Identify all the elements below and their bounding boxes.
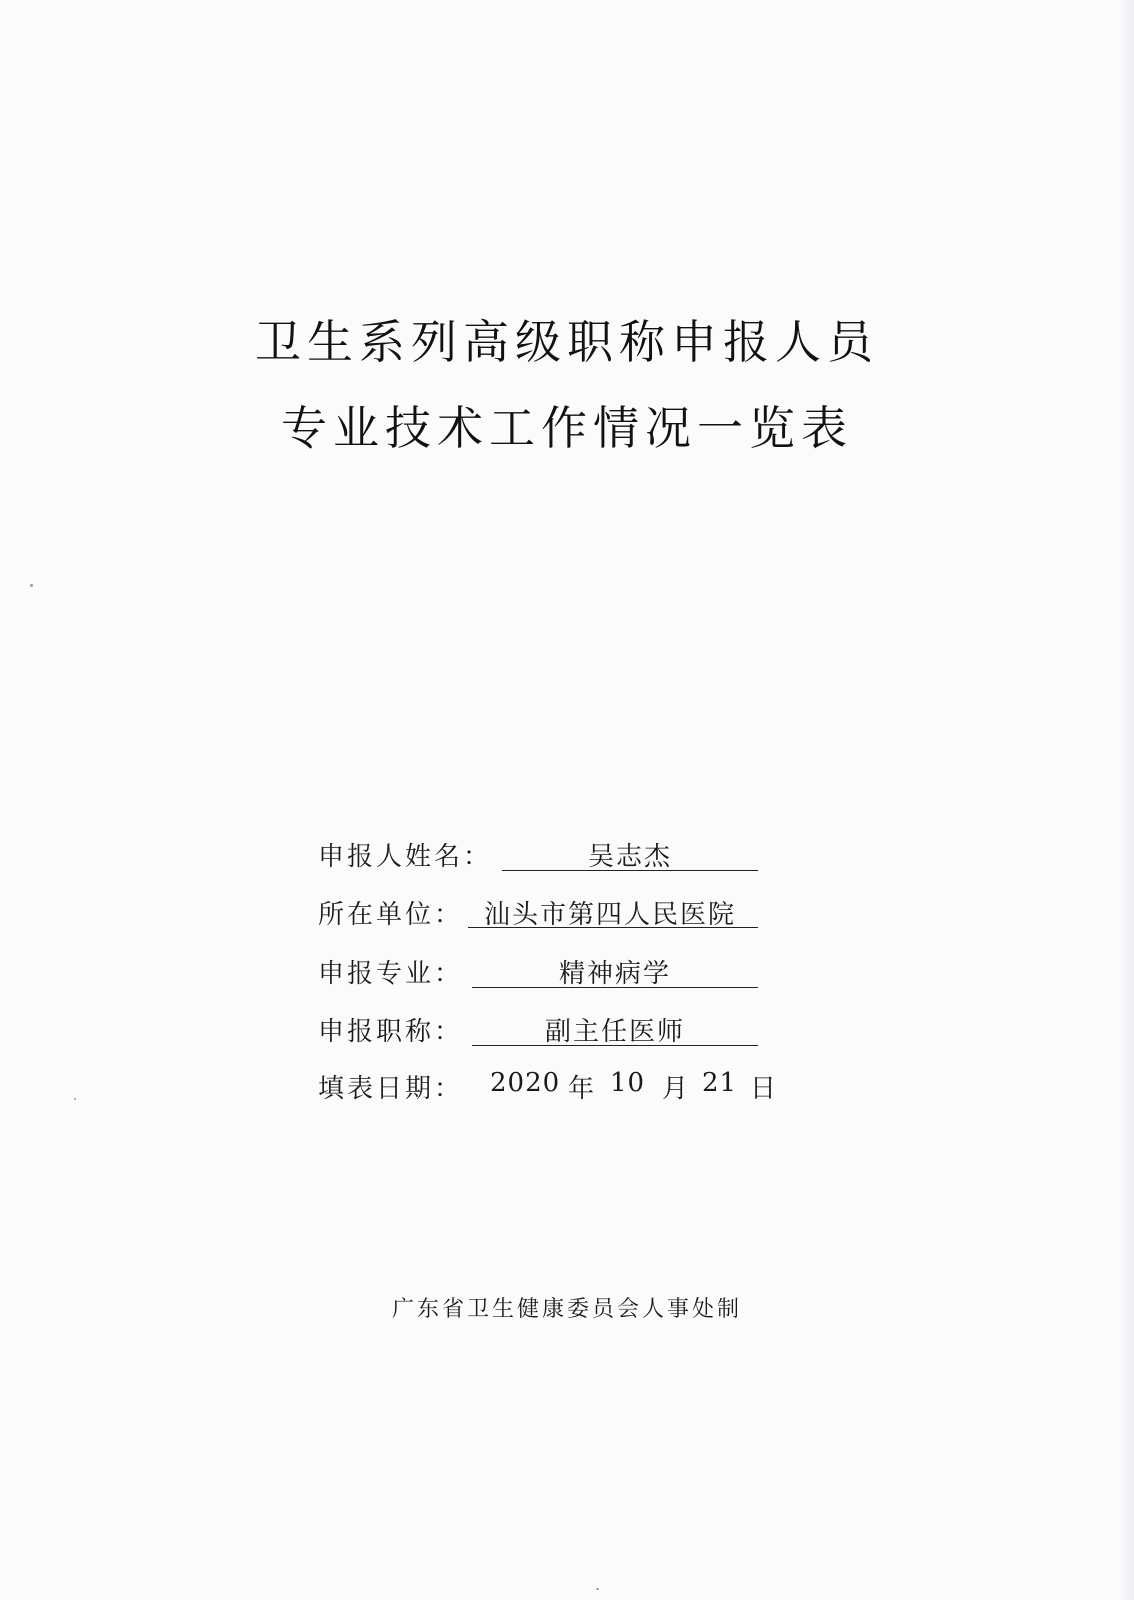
applicant-name-value: 吴志杰 <box>502 836 758 871</box>
document-title-line-2: 专业技术工作情况一览表 <box>281 401 853 455</box>
professional-title-value: 副主任医师 <box>472 1011 758 1046</box>
scan-speck <box>74 1098 76 1100</box>
fill-date-year-unit: 年 <box>568 1074 596 1104</box>
fill-date-month-unit: 月 <box>662 1074 690 1104</box>
unit-value: 汕头市第四人民医院 <box>468 894 758 928</box>
specialty-label: 申报专业： <box>318 959 464 989</box>
fill-date-year: 2020 <box>490 1068 561 1098</box>
professional-title-label: 申报职称： <box>318 1017 464 1047</box>
scan-speck <box>30 584 33 587</box>
document-title-line-1: 卫生系列高级职称申报人员 <box>255 315 879 369</box>
applicant-name-label: 申报人姓名： <box>318 842 493 872</box>
specialty-value: 精神病学 <box>472 953 758 988</box>
fill-date-day: 21 <box>702 1068 738 1098</box>
unit-label: 所在单位： <box>318 900 464 930</box>
fill-date-day-unit: 日 <box>750 1074 778 1104</box>
fill-date-month: 10 <box>610 1068 646 1098</box>
fill-date-label: 填表日期： <box>318 1074 464 1104</box>
scan-speck <box>596 1588 599 1590</box>
page-edge-shadow <box>1120 0 1134 1600</box>
issuer-footer: 广东省卫生健康委员会人事处制 <box>391 1297 742 1322</box>
